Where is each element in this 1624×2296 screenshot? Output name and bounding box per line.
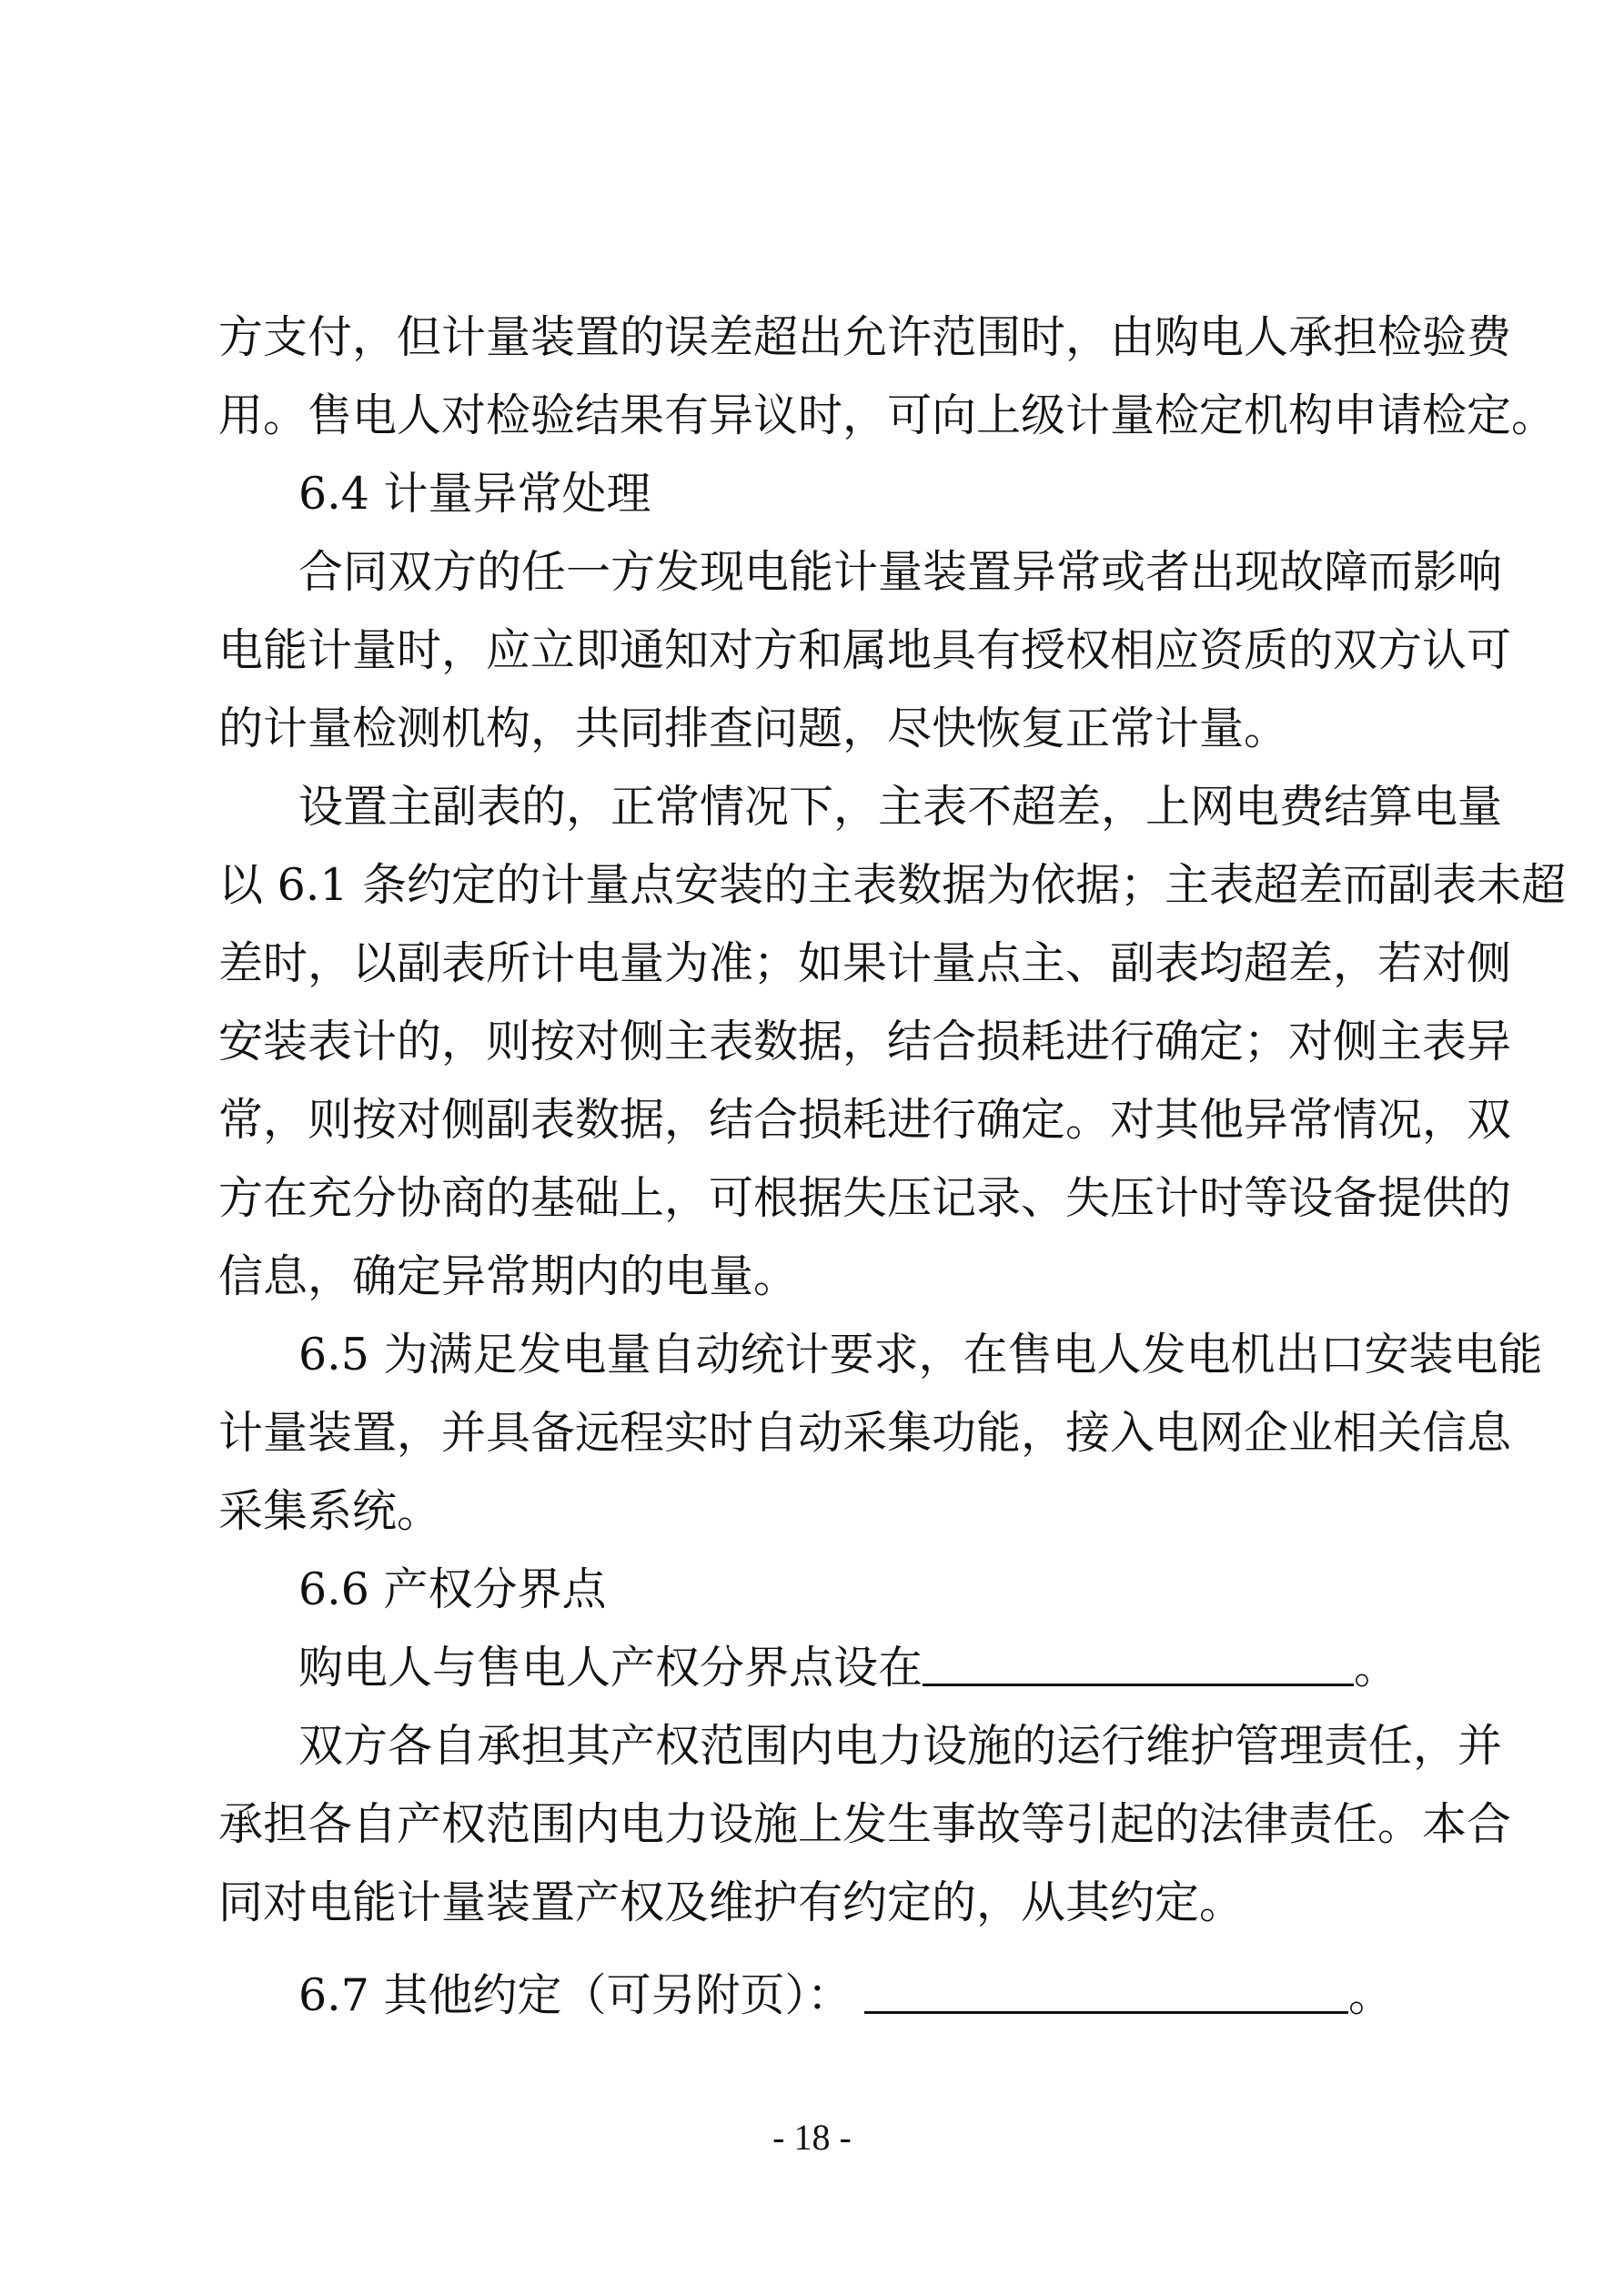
text-line: 设置主副表的，正常情况下，主表不超差，上网电费结算电量 bbox=[298, 781, 1503, 833]
page-number: - 18 - bbox=[772, 2117, 852, 2158]
text-line: 信息，确定异常期内的电量。 bbox=[218, 1250, 799, 1302]
text-line: 常，则按对侧副表数据，结合损耗进行确定。对其他异常情况，双 bbox=[218, 1094, 1512, 1146]
section-heading-6-6: 6.6 产权分界点 bbox=[298, 1563, 607, 1615]
text-line: 方支付，但计量装置的误差超出允许范围时，由购电人承担检验费 bbox=[218, 311, 1512, 363]
section-heading-6-4: 6.4 计量异常处理 bbox=[298, 468, 651, 520]
text-line: 电能计量时，应立即通知对方和属地具有授权相应资质的双方认可 bbox=[218, 624, 1512, 676]
boundary-point-label: 购电人与售电人产权分界点设在 bbox=[298, 1642, 923, 1694]
text-line: 方在充分协商的基础上，可根据失压记录、失压计时等设备提供的 bbox=[218, 1172, 1512, 1224]
period: 。 bbox=[1348, 1969, 1394, 2021]
period: 。 bbox=[1354, 1642, 1399, 1694]
text-line: 用。售电人对检验结果有异议时，可向上级计量检定机构申请检定。 bbox=[218, 389, 1557, 441]
text-line: 采集系统。 bbox=[218, 1485, 442, 1537]
other-agreements-label: 6.7 其他约定（可另附页）： bbox=[298, 1969, 852, 2021]
text-line: 安装表计的，则按对侧主表数据，结合损耗进行确定；对侧主表异 bbox=[218, 1016, 1512, 1067]
text-line: 同对电能计量装置产权及维护有约定的，从其约定。 bbox=[218, 1876, 1245, 1928]
text-line: 承担各自产权范围内电力设施上发生事故等引起的法律责任。本合 bbox=[218, 1798, 1512, 1850]
boundary-point-line bbox=[218, 1629, 1424, 1707]
text-line: 双方各自承担其产权范围内电力设施的运行维护管理责任，并 bbox=[298, 1720, 1503, 1772]
section-6-5: 6.5 为满足发电量自动统计要求，在售电人发电机出口安装电能 bbox=[298, 1329, 1543, 1381]
text-line: 计量装置，并具备远程实时自动采集功能，接入电网企业相关信息 bbox=[218, 1407, 1512, 1459]
text-line: 合同双方的任一方发现电能计量装置异常或者出现故障而影响 bbox=[298, 546, 1503, 598]
boundary-point-blank[interactable] bbox=[923, 1629, 1354, 1686]
text-line: 差时，以副表所计电量为准；如果计量点主、副表均超差，若对侧 bbox=[218, 937, 1512, 989]
text-line: 的计量检测机构，共同排查问题，尽快恢复正常计量。 bbox=[218, 703, 1289, 754]
text-line: 以 6.1 条约定的计量点安装的主表数据为依据；主表超差而副表未超 bbox=[218, 859, 1567, 911]
other-agreements-blank[interactable] bbox=[864, 1957, 1348, 2014]
other-agreements-line bbox=[218, 1957, 1424, 2035]
